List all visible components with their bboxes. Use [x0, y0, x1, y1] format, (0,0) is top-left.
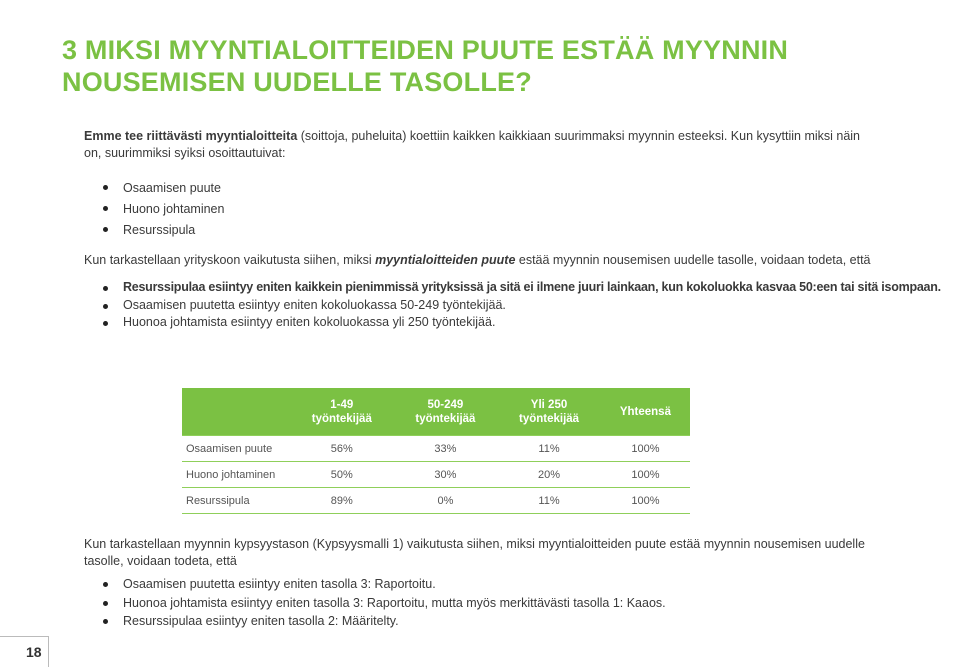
row-label: Osaamisen puute [182, 436, 290, 462]
maturity-findings-list [101, 575, 666, 631]
list-item: Huono johtaminen [101, 199, 224, 220]
table-cell: 56% [290, 436, 394, 462]
table-cell: 11% [497, 436, 601, 462]
list-item: Resurssipulaa esiintyy eniten kaikkein pienimmissä yrityksissä ja sitä ei ilmene juuri lainkaan, kun kokoluokka kasvaa 50:een tai sitä isompaan. [101, 279, 941, 297]
table-row [182, 488, 690, 514]
table-header-cell: 50-249 työntekijää [394, 388, 498, 436]
table-cell: 100% [601, 488, 690, 514]
size-paragraph [84, 252, 884, 269]
list-item: Osaamisen puutetta esiintyy eniten kokoluokassa 50-249 työntekijää. [101, 297, 941, 315]
maturity-paragraph: Kun tarkastellaan myynnin kypsyystason (Kypsyysmalli 1) vaikutusta siihen, miksi myyntialoitteiden puute estää myynnin nousemisen uudelle tasolle, voidaan todeta, että [84, 537, 865, 568]
table-cell: 89% [290, 488, 394, 514]
table-cell: 33% [394, 436, 498, 462]
size-paragraph-after: estää myynnin nousemisen uudelle tasolle, voidaan todeta, että [515, 253, 871, 267]
table-cell: 50% [290, 462, 394, 488]
table-row [182, 462, 690, 488]
table-cell: 30% [394, 462, 498, 488]
list-item: Resurssipulaa esiintyy eniten tasolla 2: Määritelty. [101, 612, 666, 631]
table-cell: 0% [394, 488, 498, 514]
table-header-empty [182, 388, 290, 436]
page-title [62, 34, 922, 98]
table-header-cell: Yhteensä [601, 388, 690, 436]
size-paragraph-emphasis: myyntialoitteiden puute [375, 253, 516, 267]
row-label: Resurssipula [182, 488, 290, 514]
list-item: Osaamisen puute [101, 178, 224, 199]
table-cell: 100% [601, 436, 690, 462]
size-findings-list [101, 279, 941, 332]
page-number: 18 [26, 644, 42, 660]
table-header-row [182, 388, 690, 436]
company-size-table [182, 388, 690, 514]
size-paragraph-before: Kun tarkastellaan yrityskoon vaikutusta siihen, miksi [84, 253, 376, 267]
list-item: Huonoa johtamista esiintyy eniten tasolla 3: Raportoitu, mutta myös merkittävästi tasolla 1: Kaaos. [101, 594, 666, 613]
list-item: Huonoa johtamista esiintyy eniten kokoluokassa yli 250 työntekijää. [101, 314, 941, 332]
table-header-cell: Yli 250 työntekijää [497, 388, 601, 436]
table-header-cell: 1-49 työntekijää [290, 388, 394, 436]
table-cell: 20% [497, 462, 601, 488]
title-line-1: 3 MIKSI MYYNTIALOITTEIDEN PUUTE ESTÄÄ MYYNNIN [62, 35, 789, 65]
table-row [182, 436, 690, 462]
list-item: Resurssipula [101, 220, 224, 241]
intro-paragraph [84, 128, 874, 162]
table-cell: 100% [601, 462, 690, 488]
title-line-2: NOUSEMISEN UUDELLE TASOLLE? [62, 67, 532, 97]
reasons-list [101, 178, 224, 241]
intro-bold: Emme tee riittävästi myyntialoitteita [84, 129, 298, 143]
intro-rest: (soittoja, puheluita) koettiin kaikken kaikkiaan suurimmaksi myynnin esteeksi. Kun kysyttiin miksi näin on, suurimmiksi syiksi osoittautuivat: [84, 129, 861, 160]
table-cell: 11% [497, 488, 601, 514]
list-item: Osaamisen puutetta esiintyy eniten tasolla 3: Raportoitu. [101, 575, 666, 594]
row-label: Huono johtaminen [182, 462, 290, 488]
